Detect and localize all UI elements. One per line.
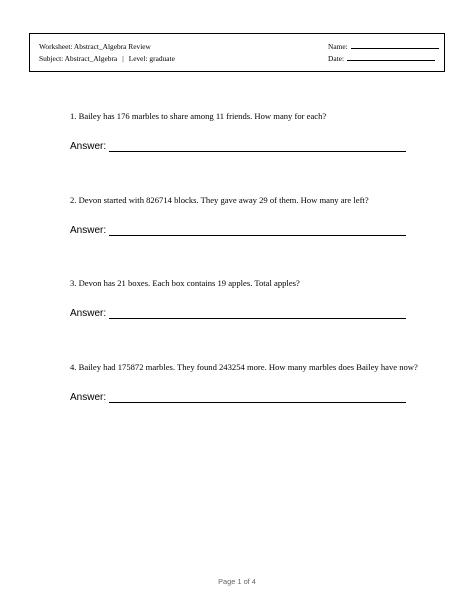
- answer-line[interactable]: [109, 318, 406, 319]
- level-text: Level: graduate: [128, 54, 175, 63]
- answer-line[interactable]: [109, 235, 406, 236]
- worksheet-header: [29, 33, 445, 72]
- name-fill-line[interactable]: [351, 42, 439, 49]
- answer-row-4[interactable]: [70, 392, 406, 406]
- answer-label: Answer:: [70, 225, 107, 236]
- question-3-text: 3. Devon has 21 boxes. Each box contains 19 apples. Total apples?: [70, 278, 300, 288]
- date-label: Date:: [328, 54, 345, 63]
- answer-row-2[interactable]: [70, 225, 406, 239]
- worksheet-title: Worksheet: Abstract_Algebra Review: [39, 42, 151, 51]
- answer-label: Answer:: [70, 141, 107, 152]
- answer-line[interactable]: [109, 151, 406, 152]
- separator: |: [122, 54, 124, 63]
- date-field[interactable]: [328, 54, 435, 63]
- question-2-text: 2. Devon started with 826714 blocks. They gave away 29 of them. How many are left?: [70, 195, 369, 205]
- answer-label: Answer:: [70, 308, 107, 319]
- subject-text: Subject: Abstract_Algebra: [39, 54, 118, 63]
- answer-row-1[interactable]: [70, 141, 406, 155]
- page-indicator: Page 1 of 4: [218, 577, 256, 586]
- answer-label: Answer:: [70, 392, 107, 403]
- answer-row-3[interactable]: [70, 308, 406, 322]
- question-1-text: 1. Bailey has 176 marbles to share among 11 friends. How many for each?: [70, 111, 327, 121]
- answer-line[interactable]: [109, 402, 406, 403]
- question-4-text: 4. Bailey had 175872 marbles. They found 243254 more. How many marbles does Bailey have now?: [70, 362, 418, 372]
- name-field[interactable]: [328, 42, 439, 51]
- name-label: Name:: [328, 42, 348, 51]
- date-fill-line[interactable]: [347, 54, 435, 61]
- subject-level-line: [39, 54, 175, 63]
